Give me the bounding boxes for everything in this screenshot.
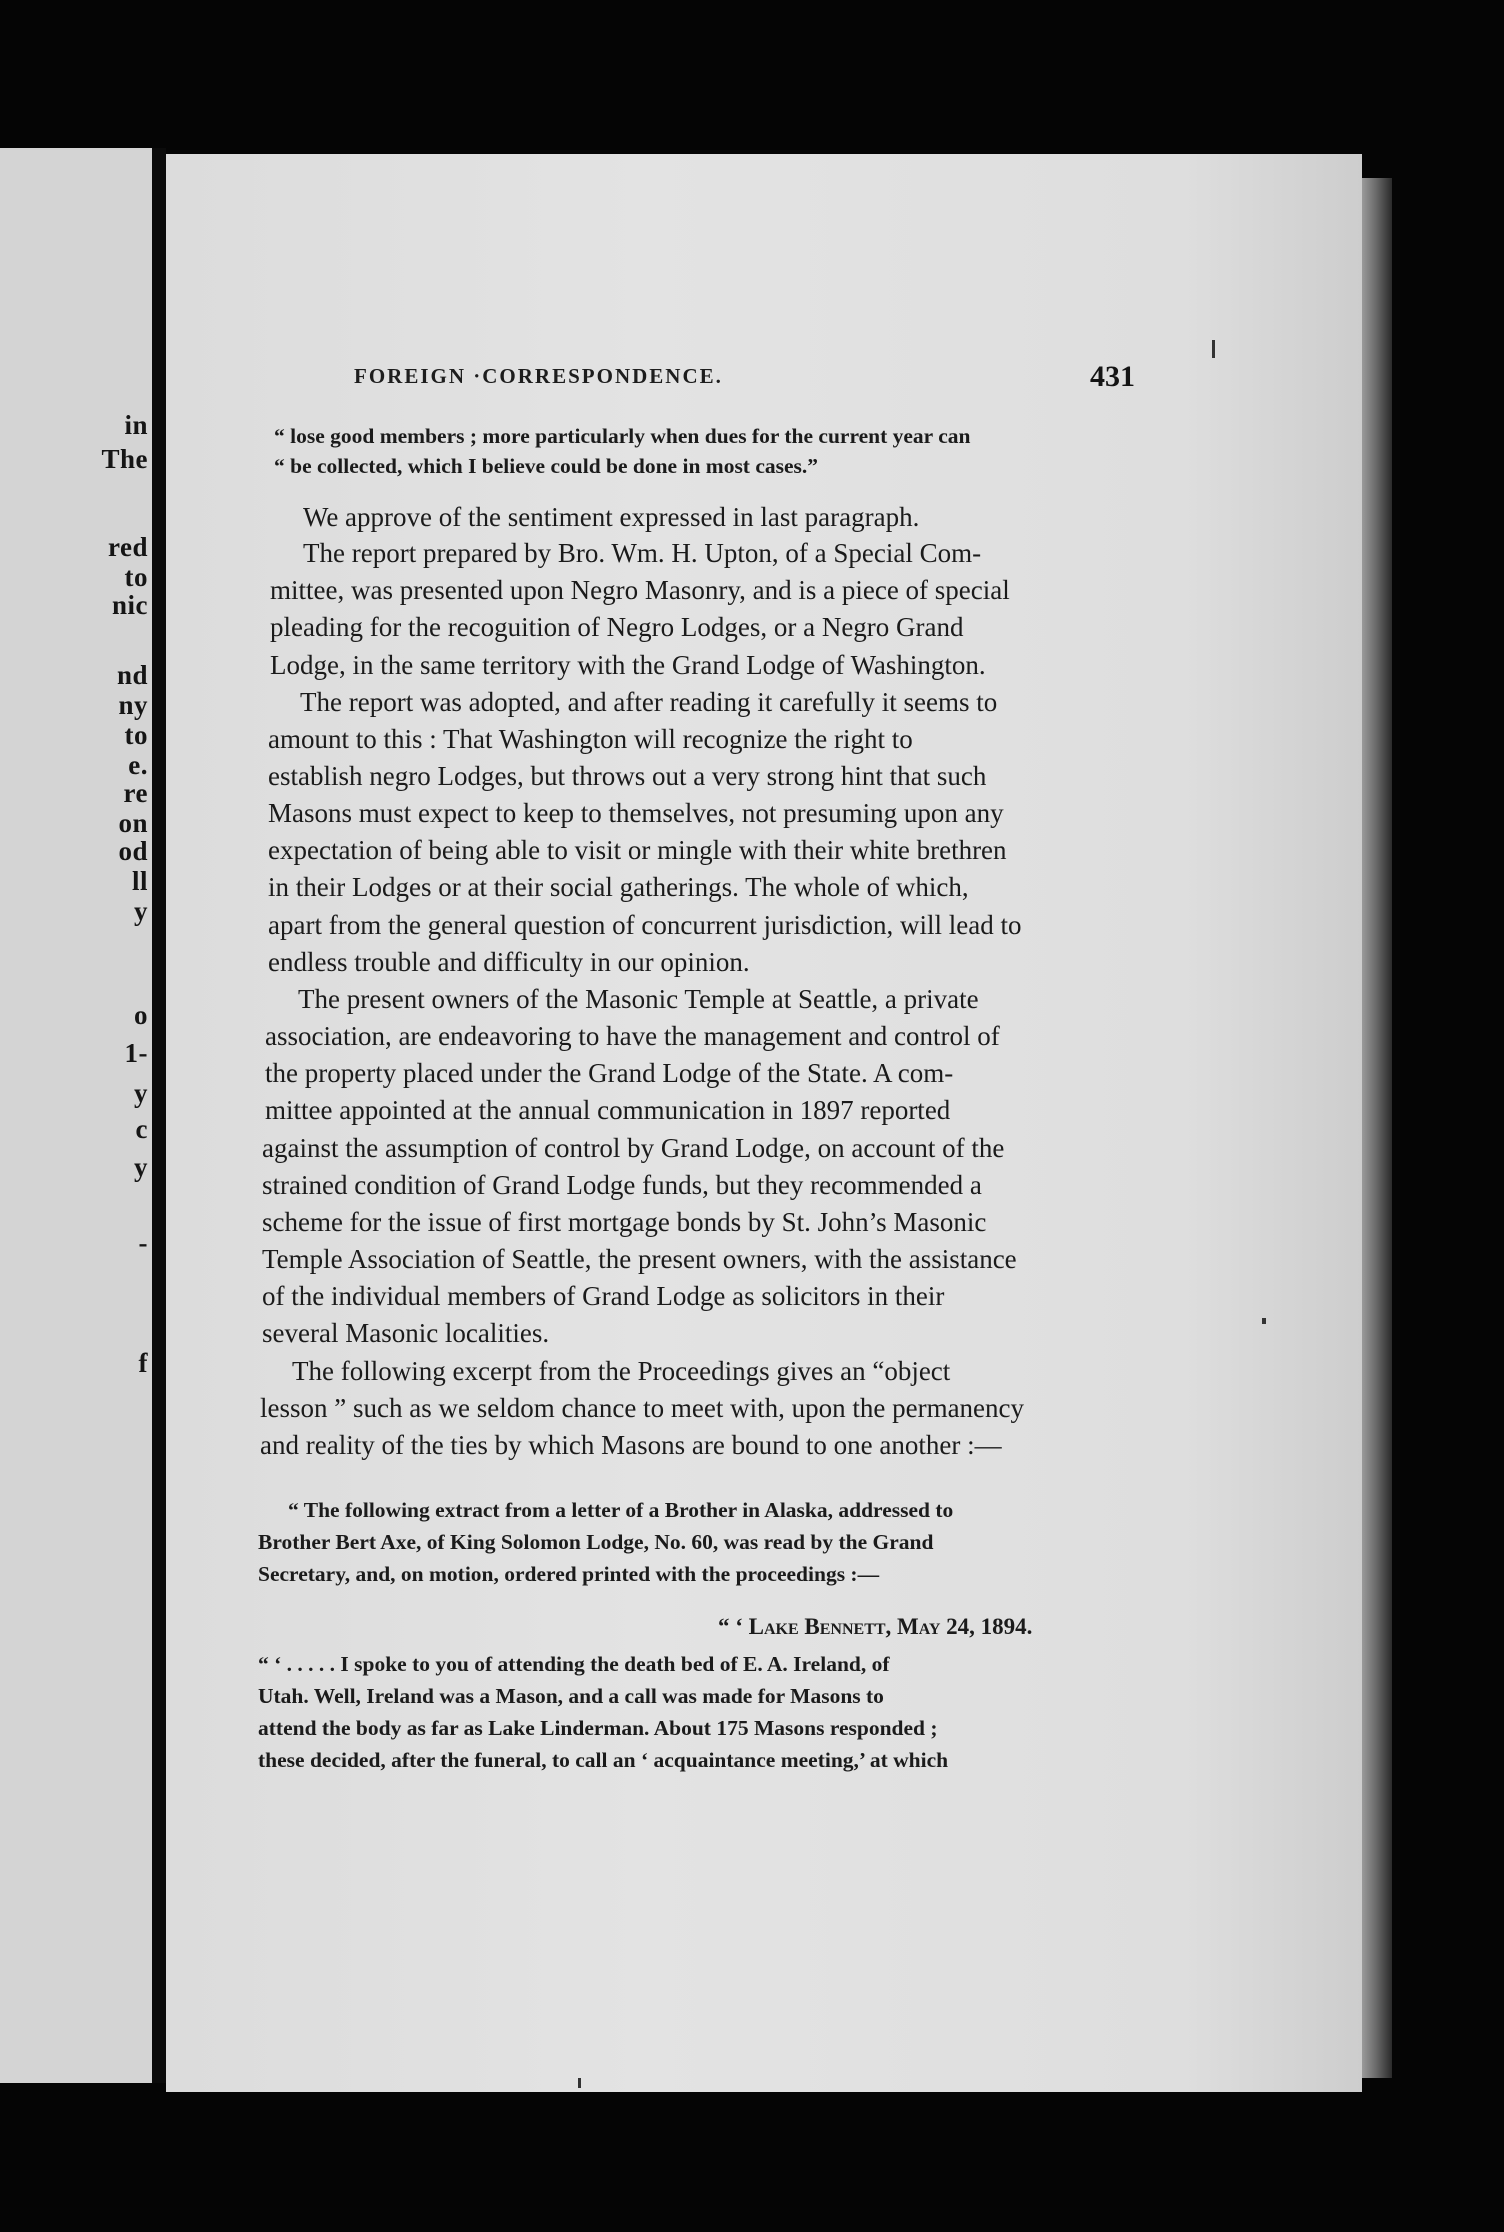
book-gutter [152,148,166,2083]
body-line: the property placed under the Grand Lodge of the State. A com- [265,1058,954,1088]
body-line: lesson ” such as we seldom chance to meet with, upon the permanency [260,1393,1025,1423]
facing-page [0,148,152,2083]
facing-page-fragment: red [108,532,148,562]
body-line: mittee, was presented upon Negro Masonry, and is a piece of special [270,575,1010,605]
scan-speck [1212,340,1215,358]
facing-page-fragment: y [134,1152,148,1182]
facing-page-fragment: ll [131,866,148,896]
body-line: amount to this : That Washington will recognize the right to [268,724,913,754]
body-line: establish negro Lodges, but throws out a very strong hint that such [268,761,987,791]
facing-page-fragment: od [118,836,148,866]
facing-page-fragment: e. [128,750,148,780]
extract-line: Secretary, and, on motion, ordered printed with the proceedings :— [258,1562,880,1586]
letter-line: these decided, after the funeral, to call an ‘ acquaintance meeting,’ at which [258,1748,949,1772]
quote-line: “ be collected, which I believe could be done in most cases.” [274,454,819,478]
facing-page-fragment: o [134,1000,148,1030]
body-line: expectation of being able to visit or mingle with their white brethren [268,835,1007,865]
facing-page-fragment: ny [118,690,148,720]
body-line: several Masonic localities. [262,1318,550,1348]
running-title: FOREIGN ·CORRESPONDENCE. [354,364,723,388]
letter-line: attend the body as far as Lake Linderman. About 175 Masons responded ; [258,1716,938,1740]
body-line: endless trouble and difficulty in our opinion. [268,947,750,977]
body-line: in their Lodges or at their social gatherings. The whole of which, [268,872,969,902]
scan-speck [1262,1318,1266,1324]
quote-line: “ lose good members ; more particularly when dues for the current year can [274,424,971,448]
facing-page-fragment: 1- [124,1038,148,1068]
facing-page-fragment: f [138,1348,148,1378]
facing-page-fragment: The [101,444,148,474]
letter-line: “ ‘ . . . . . I spoke to you of attending the death bed of E. A. Ireland, of [258,1652,890,1676]
facing-page-fragment: nd [116,660,148,690]
facing-page-fragment: y [134,1078,148,1108]
letter-dateline: “ ‘ Lake Bennett, May 24, 1894. [718,1614,1033,1639]
body-line: scheme for the issue of first mortgage bonds by St. John’s Masonic [262,1207,987,1237]
body-line: strained condition of Grand Lodge funds, but they recommended a [262,1170,982,1200]
body-line: pleading for the recoguition of Negro Lodges, or a Negro Grand [270,612,964,642]
body-line: apart from the general question of concurrent jurisdiction, will lead to [268,910,1022,940]
body-line: The report was adopted, and after reading it carefully it seems to [300,687,998,717]
body-line: Masons must expect to keep to themselves, not presuming upon any [268,798,1004,828]
facing-page-fragment: in [124,410,148,440]
body-line: mittee appointed at the annual communication in 1897 reported [265,1095,951,1125]
facing-page-fragment: re [123,778,148,808]
facing-page-fragment: y [134,896,148,926]
body-line: The following excerpt from the Proceedings gives an “object [292,1356,951,1386]
body-line: We approve of the sentiment expressed in last paragraph. [303,502,920,532]
facing-page-fragment: - [138,1228,148,1258]
facing-page-fragment: on [118,808,148,838]
body-line: Lodge, in the same territory with the Grand Lodge of Washington. [270,650,986,680]
letter-line: Utah. Well, Ireland was a Mason, and a call was made for Masons to [258,1684,884,1708]
scan-speck [578,2078,581,2088]
facing-page-fragment: to [124,720,148,750]
page-edge [1362,178,1392,2078]
body-line: association, are endeavoring to have the management and control of [265,1021,1000,1051]
extract-line: “ The following extract from a letter of a Brother in Alaska, addressed to [288,1498,954,1522]
facing-page-fragment: c [135,1114,148,1144]
body-line: The report prepared by Bro. Wm. H. Upton, of a Special Com- [303,538,982,568]
body-line: and reality of the ties by which Masons are bound to one another :— [260,1430,1002,1460]
page-number: 431 [1090,360,1135,393]
body-line: against the assumption of control by Grand Lodge, on account of the [262,1133,1005,1163]
facing-page-fragment: nic [111,590,148,620]
body-line: Temple Association of Seattle, the present owners, with the assistance [262,1244,1017,1274]
body-line: The present owners of the Masonic Temple at Seattle, a private [298,984,979,1014]
extract-line: Brother Bert Axe, of King Solomon Lodge, No. 60, was read by the Grand [258,1530,934,1554]
body-line: of the individual members of Grand Lodge as solicitors in their [262,1281,945,1311]
facing-page-fragment: to [124,562,148,592]
